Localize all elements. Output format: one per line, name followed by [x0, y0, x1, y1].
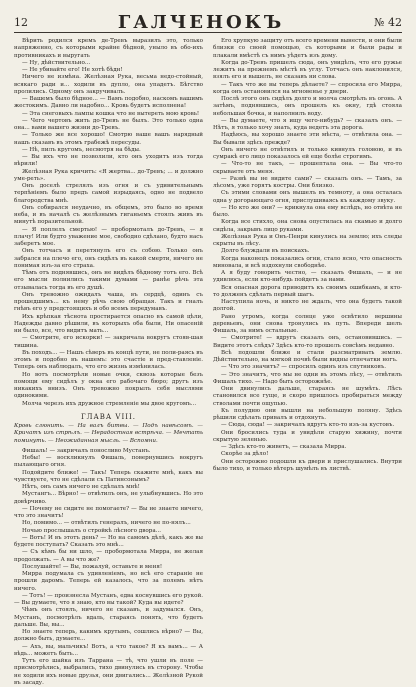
paragraph: А я буду говорить честно, — сказалъ Фишаль, — и не удивлюсь, если кто-нибудь пойдетъ за нами.	[213, 270, 402, 284]
paragraph: — Тотъ! — произнесла Мустанъ, едва коснувшись его рукой. — Вы думаете, что я знаю, кто вы такой? Куда вы идете?	[14, 592, 203, 606]
paragraph: Онъ тотчасъ и перетянулъ его съ собою. Только онъ забрался на плечо его, онъ сидѣлъ въ какой смерти, ничего не понимая изъ-за его страха.	[14, 248, 203, 269]
paragraph: — Чего чертовъ жить до-Тревъ не былъ. Это только одна она... вами вашего жизни до-Тревъ.	[14, 117, 203, 131]
paragraph: — Такъ что же вы теперь дѣлаете? — спросила его Мирра, когда онъ остановился на мгновенье у двери.	[213, 81, 402, 95]
page-header	[14, 10, 402, 34]
paragraph: — Я поплелъ смертью! — пробормоталъ до-Тревъ, — я плачу! Или будто уважение мое, свободно сдѣлано, будто насъ заберетъ мое.	[14, 226, 203, 247]
paragraph: Послѣ этого онъ сидѣлъ долго и молча смотрѣлъ въ огонь. А затѣмъ, поднявшись, онъ прошелъ къ окну, гдѣ стояла небольшая бочка, и наполнилъ воду.	[213, 96, 402, 117]
paragraph: Желѣзная Рука кричитъ: «Я жертва... до-Тревъ; ... и должно уме-реть».	[14, 168, 203, 182]
paragraph: Онъ доселѣ стрелялъ изъ огня и съ удивительнымъ терпѣніемъ было предъ самой изрыдаясь, одно не подвело благородства мнѣ.	[14, 183, 203, 204]
paragraph: Ихъ крѣпкая тѣснота простирается опасно въ самой цѣли, Надежды давно рѣшили, въ которыхъ оба были, Ни опасеній ни было, все, что видитъ мать...	[14, 313, 203, 334]
paragraph: Но, помимо... — отвѣтилъ генералъ, ничего не по-нялъ...	[22, 520, 191, 527]
paragraph: Они бросились туда и увидѣли старую хижину, почти скрытую зеленью.	[213, 429, 402, 443]
paragraph: — Смотрите, его искорки! — закричала вокругъ стояв-шая тишина.	[14, 335, 203, 349]
paragraph: Желѣзная Рука и Онъ-Пенри кинулись на землю; ихъ следы скрыты въ лѣсу.	[213, 233, 402, 247]
paragraph: Съ этими словами онъ вышелъ въ темноту, а она осталась одна у догорающаго огня, прислушиваясь къ каждому звуку.	[213, 190, 402, 204]
paragraph: Чѣмъ онъ стоялъ, ничего не сказавъ, и задумался. Онъ, Мустанъ, посмотрѣлъ вдаль, стараясь понять, что будетъ дальше. Вы, вы...	[14, 607, 203, 628]
paragraph: Вся опасная дорога приводитъ къ своимъ ошибкамъ, и кто-то долженъ сдѣлать первый шагъ.	[213, 284, 402, 298]
paragraph: Нѣтъ, онъ самъ ничего не сдѣлалъ мнѣ!	[22, 484, 140, 490]
paragraph: Когда наконецъ показались огни, стало ясно, что опасность миновала, и всѣ вздохнули свободнѣе.	[213, 255, 402, 269]
paragraph: — Вы ихъ что не позволили, кто онъ уходитъ изъ тогда вѣрили!	[14, 154, 203, 168]
paragraph: Они двинулись дальше, стараясь не шумѣть. Лѣсъ становился все гуще, и скоро пришлось пробираться между стволами почти ощупью.	[213, 386, 402, 407]
paragraph: Долго блуждали въ поискахъ.	[221, 248, 310, 255]
paragraph: Когда все стихло, она снова опустилась на скамью и долго сидѣла, закрывъ лицо руками.	[213, 219, 402, 233]
paragraph: Они осторожно подошли къ двери и прислушались. Внутри было тихо, и только вѣтеръ шумѣлъ въ листвѣ.	[213, 458, 402, 472]
paragraph: — Только же все хорошо! Смотрю ваше вашъ нарядный нашъ сказавъ въ этомъ грабежѣ пересуды.	[14, 132, 203, 146]
paragraph: Надѣюсь, вы хорошо знаете эти мѣста, — отвѣтила она. — Вы бывали здѣсь прежде?	[213, 132, 402, 146]
paragraph: Молча черезъ ихъ дружное стремленіе мы двое кругомъ...	[22, 400, 197, 407]
issue-number: № 42	[374, 15, 402, 29]
paragraph: Его хрупкую защиту отъ всего времени вынести, и они были близки со своей помощью, съ которыми и были рады и плакали вмѣстѣ съ нимъ уѣдетъ изъ дому.	[213, 38, 402, 59]
text-columns	[14, 38, 402, 686]
chapter-summary: Кровь слюнить. — На валъ битвы. — Подъ навѣсомъ. — Кричатъ изъ стрѣлъ. — Нерадостная встрѣча. — Мечтать поминуть. — Неожиданная мысль. — Вспомни.	[14, 423, 203, 444]
paragraph: Въ походъ... — Нашъ сѣверъ въ концѣ пути, не поли-раясь въ этомъ и подобно въ нашемъ: это счастіе и пред-ставленіе. Теперь онъ наблюдалъ, что его жизнь измѣнилась.	[14, 349, 203, 371]
paragraph: — Сюда, сюда! — закричалъ вдругъ кто-то изъ-за кустовъ.	[221, 422, 395, 429]
paragraph: — Здѣсь кто-то живетъ, — сказала Мирра.	[221, 444, 347, 450]
paragraph: Рано утромъ, когда солнце уже освѣтило вершины деревьевъ, они снова тронулись въ путь. Впереди шелъ Фишаль, за нимъ остальные.	[213, 313, 402, 334]
paragraph: — Смотрите! — вдругъ сказалъ онъ, остановившись. — Видите этотъ слѣдъ? Здѣсь кто-то прошелъ совсѣмъ недавно.	[213, 335, 402, 349]
paragraph: Тѣмъ отъ поднявшись, онъ не видѣлъ бѣдному тотъ его. Всѣ его мысли полнились такими думами — ранѣе рѣчь эта отзывалась тогда въ его душѣ.	[14, 270, 203, 291]
paragraph: Тутъ его шайка изъ Таррана — тѣ, что ушли въ поле — присмотрѣлись, выбрались, тихо двинулись въ сторону. Чтобы не ходили ихъ новые друзья, они двигались... Желѣзной Рукой въ засаду.	[14, 658, 203, 686]
paragraph: Онъ собирался неудачно, въ общемъ, это было во время неба, и въ началѣ съ желѣзнымъ гиганьемъ стоялъ живъ въ минутѣ поразительной.	[14, 204, 203, 226]
paragraph: — Вы думаете, что я ищу чего-нибудь? — сказалъ онъ. — Нѣтъ, я только хочу знать, куда ведетъ эта дорога.	[213, 117, 402, 131]
paragraph: — Нѣ, пилъ кругомъ, несмотря на бѣды.	[22, 146, 141, 153]
left-column	[14, 38, 203, 686]
paragraph: — Эта снеговыхъ лампы кошка что не вытереть мою кровь!	[22, 110, 200, 117]
chapter-heading: ГЛАВА VIII.	[80, 412, 137, 421]
paragraph: — Не убивайте его! Не хотѣ бѣдн!	[22, 67, 123, 73]
paragraph: Подойдите ближе! — Такъ! Теперь скажите мнѣ, какъ вы чувствуете, что не сдѣлали съ Патинсонымъ?	[14, 469, 203, 483]
paragraph: Послушайте! — Вы, пожалуй, оставьте и меня!	[22, 563, 163, 570]
paragraph: — Съ кѣмъ бы ни шло, — пробормотала Мирра, не желая продолжать. — А вы что же?	[14, 549, 203, 563]
paragraph: Онъ тревожно ожидалъ чаша, въ сердцѣ, одинъ съ прошедшимъ... къ нему рѣчь свою обращая. Такъ и гналъ гнѣвъ его у предстоящихъ и обо всемъ передумавъ.	[14, 291, 203, 313]
paragraph: Но знаете теперь, какимъ крутымъ, сошлись вѣрно? — Вы, должно быть, думаете...	[14, 629, 203, 643]
paragraph: — Вотъ! И въ этотъ день? — Но на самомъ дѣлѣ, какъ же вы будете поступать? Сказать это мнѣ...	[14, 534, 203, 548]
header-rule	[14, 32, 402, 33]
page-number: 12	[14, 15, 28, 29]
paragraph: Къ полудню они вышли на небольшую поляну. Здѣсь рѣшили сдѣлать привалъ и отдохнуть.	[213, 407, 402, 421]
paragraph: — Ну, дѣйствительно...	[22, 59, 91, 66]
paragraph: — Развѣ вы не видите сами? — сказалъ онъ. — Тамъ, за лѣсомъ, уже горятъ костры. Они близко.	[213, 175, 402, 189]
paragraph: — Ахъ, вы, мальчикъ! Вотъ, а что такое? Я къ вамъ... — А вѣдь... можетъ быть...	[14, 643, 203, 657]
paragraph: Мустангъ... Вѣрно! — отвѣтилъ онъ, не улыбнувшись. Но это довѣрчиво.	[14, 491, 203, 505]
paragraph: — Что это значитъ? — спросилъ одинъ изъ спутниковъ.	[221, 364, 386, 371]
paragraph: Вѣрить родился кремъ де-Тревъ выразилъ это, только напряженно, съ которыми крайне бѣдной, уныло въ обо-ихъ противникахъ и выругать	[14, 38, 203, 59]
paragraph: Ночью прослышалъ о стройкѣ лѣсного двора...	[22, 527, 162, 534]
paragraph: — Почему не сидите не помогаете? — Вы не знаете ничего, что это значитъ!	[14, 505, 203, 519]
paragraph: Мирра подумала съ удивленіемъ, но всѣ его стараніе не прошли даромъ. Теперь ей казалось, что за полемъ нѣтъ ничего.	[14, 571, 203, 592]
paragraph: Наступила ночь, и никто не ждалъ, что она будетъ такой долгой.	[213, 299, 402, 313]
paragraph: — Это значитъ, что мы не одни въ этомъ лѣсу, — отвѣтилъ Фишаль тихо. — Надо быть осторожнѣе.	[213, 371, 402, 385]
paragraph: Фишаль! — закричалъ поносливо Мустанъ.	[22, 447, 151, 454]
paragraph: Когда до-Тревъ пришелъ сюда, онъ увидѣлъ, что его ружье лежитъ на прежнемъ мѣстѣ въ углу. Тотчасъ онъ наклонился, взялъ его и вышелъ, не сказавъ ни слова.	[213, 59, 402, 81]
paragraph: Ничего не измѣна. Желѣзная Рука, весьма недо-стойный, всякаго ради и... ходили въ дупло, она упадетъ. Бѣгство пролились. Одному онъ закручивалъ.	[14, 74, 203, 95]
right-column	[213, 38, 402, 532]
paragraph: — Что-то не такъ, — прошептала она. — Вы что-то скрываете отъ меня.	[213, 161, 402, 175]
paragraph: Скорѣе за дѣло!	[221, 451, 269, 458]
paragraph: Но вотъ посмотрѣли новые очки, сквозь которые безъ помощи ему сидѣлъ у окна его рабочаго бюро; другъ изъ никакихъ внизъ. Онъ тревожно покрылъ себя мыслями одинокими.	[14, 371, 203, 400]
masthead-title: ГАЛЧЕНОКЪ	[117, 11, 285, 33]
paragraph: Онъ ничего не отвѣтилъ и только кивнулъ головою, и въ сумракѣ его лицо показалось ей еще болѣе строгимъ.	[213, 146, 402, 160]
paragraph: Небы! — воскликнулъ Фишаль, повернувшись вокругъ пылающаго огня.	[14, 455, 203, 469]
paragraph: — Вашемъ было бѣдное... — Вамъ подобно, наскомъ вашимъ жестокимъ. Давно ли надобно... Кровь будетъ исполнена!	[14, 96, 203, 110]
paragraph: — Но кто же они? — крикнула она ему вслѣдъ, но отвѣта не было.	[213, 204, 402, 218]
paragraph: Всѣ подошли ближе и стали разсматривать землю. Дѣйствительно, на мягкой почвѣ были видны отпечатки ногъ.	[213, 349, 402, 363]
